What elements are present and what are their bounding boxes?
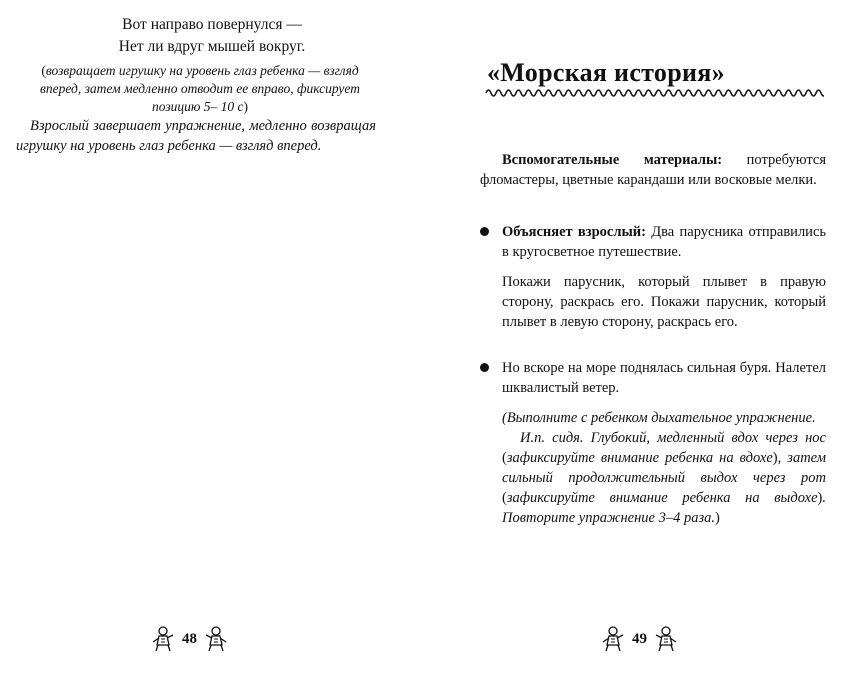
exercise-paren-close: ): [772, 450, 778, 466]
exercise-paren-close: ): [817, 490, 823, 506]
stage-note: [40, 62, 360, 116]
exercise-paren-open: (: [502, 450, 507, 466]
chapter-title: «Морская история»: [487, 58, 725, 87]
page-number: 49: [632, 630, 647, 647]
note-paren-close: ): [243, 99, 248, 114]
bullet-item-2: [480, 358, 826, 528]
wavy-divider: [484, 86, 824, 100]
breathing-exercise: [480, 428, 826, 528]
poem-line-1: Вот направо повернулся —: [122, 16, 302, 33]
exercise-part-3: , затем сильный продолжительный выдох через рот: [502, 450, 826, 486]
exercise-part-4: зафиксируйте внимание ребенка на выдохе: [506, 490, 818, 506]
materials-paragraph: [480, 150, 826, 190]
page-right: [424, 0, 848, 679]
page-number: 48: [182, 630, 197, 647]
materials-label: Вспомогательные материалы:: [502, 152, 723, 168]
bullet2-instruction: (Выполните с ребенком дыхательное упражнение.: [502, 410, 816, 426]
bullet1-label: Объясняет взрослый:: [502, 224, 646, 240]
bullet-icon: [480, 227, 489, 236]
exercise-part-1: И.п. сидя. Глубокий, медленный вдох через нос: [520, 430, 826, 446]
bullet2-text: Но вскоре на море поднялась сильная буря. Налетел шквалистый ветер.: [502, 360, 826, 396]
exercise-final-close: ): [714, 510, 720, 526]
bullet-item-1: [480, 222, 826, 332]
poem-line-2: Нет ли вдруг мышей вокруг.: [118, 38, 306, 55]
exercise-paren-open: (: [502, 490, 507, 506]
exercise-part-5: . Повторите упражнение 3–4 раза.: [502, 490, 826, 526]
bullet1-intro: [480, 222, 826, 262]
note-paren-open: (: [41, 63, 46, 78]
note-text: возвращает игрушку на уровень глаз ребенка — взгляд вперед, затем медленно отводит ее вправо, фиксирует позицию 5– 10 с: [40, 63, 360, 114]
closing-paragraph: Взрослый завершает упражнение, медленно возвращая игрушку на уровень глаз ребенка — взгляд вперед.: [16, 118, 376, 154]
exercise-part-2: зафиксируйте внимание ребенка на вдохе: [506, 450, 773, 466]
page-footer-right: [600, 625, 679, 653]
sailor-figure-icon: [653, 625, 679, 653]
sailor-figure-icon: [203, 625, 229, 653]
sailor-figure-icon: [600, 625, 626, 653]
sailor-figure-icon: [150, 625, 176, 653]
bullet1-text: Два парусника отправились в кругосветное путешествие.: [502, 224, 826, 260]
bullet-icon: [480, 363, 489, 372]
bullet1-task: Покажи парусник, который плывет в правую сторону, раскрась его. Покажи парусник, который плывет в левую сторону, раскрась его.: [502, 274, 826, 330]
materials-text: потребуются фломастеры, цветные карандаши или восковые мелки.: [480, 152, 826, 188]
page-footer-left: [150, 625, 229, 653]
poem: [0, 14, 424, 58]
